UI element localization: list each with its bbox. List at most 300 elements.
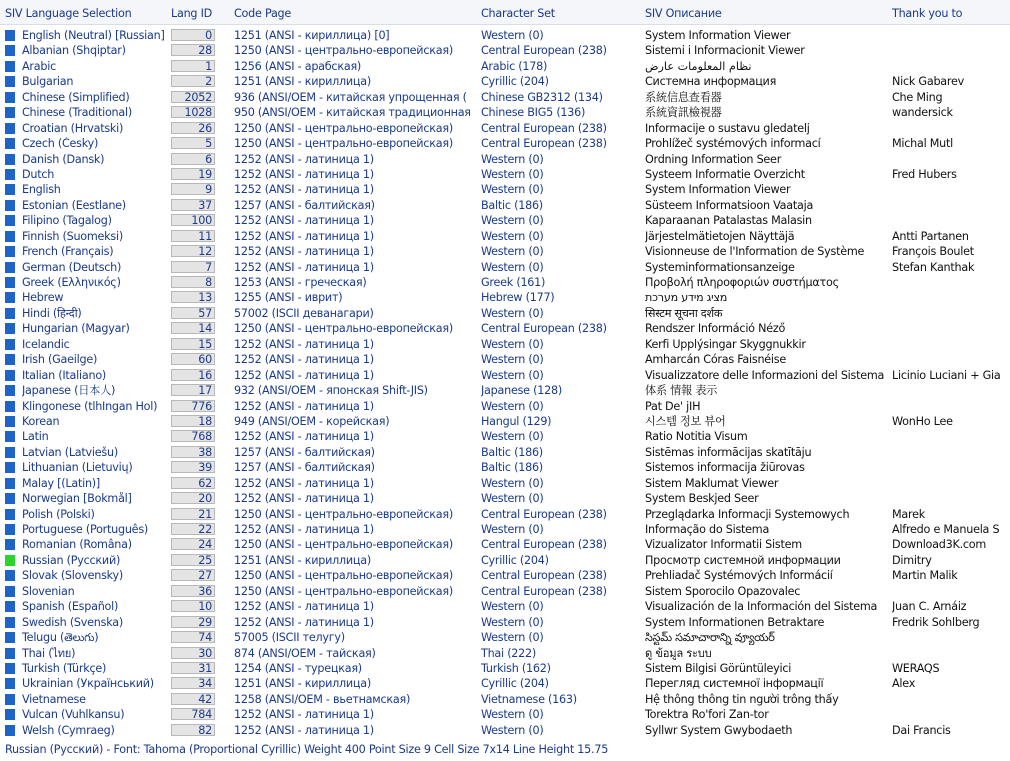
- siv-description: Sistēmas informācijas skatītāju: [645, 445, 812, 459]
- language-row[interactable]: [0, 105, 1010, 120]
- lang-id-field[interactable]: 7: [171, 261, 215, 273]
- language-row[interactable]: [0, 74, 1010, 89]
- language-row[interactable]: [0, 414, 1010, 429]
- character-set: Cyrillic (204): [481, 75, 549, 89]
- language-row[interactable]: [0, 429, 1010, 444]
- code-page: 1251 (ANSI - кириллица): [234, 553, 372, 567]
- code-page: 1252 (ANSI - латиница 1): [234, 430, 374, 444]
- siv-description: Przeglądarka Informacji Systemowych: [645, 507, 850, 521]
- language-row[interactable]: [0, 476, 1010, 491]
- language-row[interactable]: [0, 136, 1010, 151]
- code-page: 1252 (ANSI - латиница 1): [234, 708, 374, 722]
- lang-id-field[interactable]: 17: [171, 384, 215, 396]
- language-flag-icon: [5, 169, 15, 180]
- language-flag-icon: [5, 678, 15, 689]
- language-row[interactable]: [0, 337, 1010, 352]
- character-set: Western (0): [481, 29, 544, 42]
- siv-description: Перегляд системної інформації: [645, 677, 824, 691]
- language-row[interactable]: [0, 383, 1010, 398]
- language-row[interactable]: [0, 198, 1010, 213]
- character-set: Baltic (186): [481, 445, 543, 459]
- lang-id-field[interactable]: 19: [171, 168, 215, 180]
- language-name: Icelandic: [22, 337, 70, 351]
- header-character-set[interactable]: Character Set: [481, 7, 555, 20]
- character-set: Baltic (186): [481, 461, 543, 475]
- column-header-bar: [0, 0, 1010, 25]
- language-name: Slovak (Slovensky): [22, 569, 123, 583]
- code-page: 1257 (ANSI - балтийская): [234, 445, 375, 459]
- lang-id-field[interactable]: 0: [171, 29, 215, 41]
- lang-id-field[interactable]: 13: [171, 291, 215, 303]
- code-page: 1257 (ANSI - балтийская): [234, 461, 375, 475]
- lang-id-field[interactable]: 39: [171, 461, 215, 473]
- language-name: Latvian (Latviešu): [22, 445, 118, 459]
- code-page: 1250 (ANSI - центрально-европейская): [234, 322, 453, 336]
- language-flag-icon: [5, 262, 15, 273]
- language-name: Japanese (日本人): [22, 384, 116, 398]
- language-row[interactable]: [0, 507, 1010, 522]
- language-flag-icon: [5, 401, 15, 412]
- lang-id-field[interactable]: 57: [171, 307, 215, 319]
- siv-description: 系統信息查看器: [645, 90, 722, 104]
- language-name: Latin: [22, 430, 49, 444]
- language-name: Vietnamese: [22, 692, 86, 706]
- language-name: Telugu (తెలుగు): [22, 631, 99, 645]
- language-row[interactable]: [0, 121, 1010, 136]
- lang-id-field[interactable]: 2: [171, 75, 215, 87]
- language-flag-icon: [5, 385, 15, 396]
- character-set: Western (0): [481, 708, 544, 722]
- lang-id-field[interactable]: 784: [171, 708, 215, 720]
- lang-id-field[interactable]: 28: [171, 44, 215, 56]
- header-thanks[interactable]: Thank you to: [892, 7, 963, 20]
- character-set: Central European (238): [481, 44, 607, 58]
- language-row[interactable]: [0, 167, 1010, 182]
- character-set: Central European (238): [481, 507, 607, 521]
- code-page: 1255 (ANSI - иврит): [234, 291, 343, 305]
- lang-id-field[interactable]: 25: [171, 554, 215, 566]
- siv-description: Pat De' jIH: [645, 399, 701, 413]
- language-flag-icon: [5, 694, 15, 705]
- lang-id-field[interactable]: 21: [171, 508, 215, 520]
- language-name: Lithuanian (Lietuvių): [22, 461, 133, 475]
- language-name: Dutch: [22, 167, 55, 181]
- language-name: Ukrainian (Український): [22, 677, 154, 691]
- character-set: Thai (222): [481, 646, 537, 660]
- language-row[interactable]: [0, 213, 1010, 228]
- code-page: 1257 (ANSI - балтийская): [234, 198, 375, 212]
- translator-credit: Licinio Luciani + Gia: [892, 368, 1001, 382]
- language-row[interactable]: [0, 584, 1010, 599]
- lang-id-field[interactable]: 9: [171, 183, 215, 195]
- siv-description: System Informationen Betraktare: [645, 615, 825, 629]
- language-name: Vulcan (Vuhlkansu): [22, 708, 125, 722]
- language-name: Chinese (Simplified): [22, 90, 130, 104]
- code-page: 1252 (ANSI - латиница 1): [234, 353, 374, 367]
- siv-description: Prehliadač Systémových Informácií: [645, 569, 833, 583]
- language-flag-icon: [5, 493, 15, 504]
- lang-id-field[interactable]: 24: [171, 538, 215, 550]
- language-flag-icon: [5, 138, 15, 149]
- lang-id-field[interactable]: 14: [171, 322, 215, 334]
- code-page: 1252 (ANSI - латиница 1): [234, 229, 374, 243]
- language-flag-icon: [5, 524, 15, 535]
- language-row[interactable]: [0, 152, 1010, 167]
- language-name: Greek (Ελληνικός): [22, 276, 121, 289]
- code-page: 1250 (ANSI - центрально-европейская): [234, 507, 453, 521]
- language-name: Welsh (Cymraeg): [22, 723, 115, 737]
- character-set: Western (0): [481, 368, 544, 382]
- lang-id-field[interactable]: 6: [171, 153, 215, 165]
- siv-description: ดู ข้อมูล ระบบ: [645, 646, 712, 660]
- lang-id-field[interactable]: 18: [171, 415, 215, 427]
- character-set: Western (0): [481, 353, 544, 367]
- language-flag-icon: [5, 323, 15, 334]
- lang-id-field[interactable]: 8: [171, 276, 215, 288]
- language-name: Slovenian: [22, 584, 75, 598]
- translator-credit: Nick Gabarev: [892, 75, 965, 89]
- lang-id-field[interactable]: 20: [171, 492, 215, 504]
- language-row[interactable]: [0, 676, 1010, 691]
- language-row[interactable]: [0, 399, 1010, 414]
- translator-credit: Juan C. Arnáiz: [892, 600, 967, 614]
- language-name: Hungarian (Magyar): [22, 322, 130, 336]
- language-name: Romanian (Româna): [22, 538, 132, 552]
- character-set: Arabic (178): [481, 59, 548, 73]
- language-flag-icon: [5, 107, 15, 118]
- language-row[interactable]: [0, 182, 1010, 197]
- header-code-page[interactable]: Code Page: [234, 7, 292, 20]
- language-name: Malay [(Latin)]: [22, 476, 101, 490]
- lang-id-field[interactable]: 100: [171, 214, 215, 226]
- siv-description: Kaparaanan Patalastas Malasin: [645, 214, 812, 228]
- character-set: Chinese GB2312 (134): [481, 90, 603, 104]
- character-set: Hebrew (177): [481, 291, 555, 305]
- language-row[interactable]: [0, 229, 1010, 244]
- character-set: Western (0): [481, 723, 544, 737]
- character-set: Hangul (129): [481, 414, 552, 428]
- code-page: 1252 (ANSI - латиница 1): [234, 152, 374, 166]
- siv-description: सिस्टम सूचना दर्शक: [645, 306, 723, 320]
- lang-id-field[interactable]: 34: [171, 677, 215, 689]
- language-name: Filipino (Tagalog): [22, 214, 112, 228]
- language-row[interactable]: [0, 491, 1010, 506]
- translator-credit: Dai Francis: [892, 723, 951, 737]
- code-page: 949 (ANSI/OEM - корейская): [234, 414, 390, 428]
- language-flag-icon: [5, 215, 15, 226]
- code-page: 874 (ANSI/OEM - тайская): [234, 646, 376, 660]
- lang-id-field[interactable]: 29: [171, 616, 215, 628]
- lang-id-field[interactable]: 2052: [171, 91, 215, 103]
- header-description[interactable]: SIV Описание: [645, 7, 722, 20]
- lang-id-field[interactable]: 38: [171, 446, 215, 458]
- language-row[interactable]: [0, 28, 1010, 43]
- translator-credit: WERAQS: [892, 661, 940, 675]
- language-row[interactable]: [0, 553, 1010, 568]
- language-flag-icon: [5, 184, 15, 195]
- language-name: French (Français): [22, 245, 114, 259]
- character-set: Western (0): [481, 615, 544, 629]
- character-set: Western (0): [481, 523, 544, 536]
- lang-id-field[interactable]: 42: [171, 693, 215, 705]
- translator-credit: Antti Partanen: [892, 229, 969, 243]
- siv-description: Amharcán Córas Faisnéise: [645, 353, 786, 367]
- language-row[interactable]: [0, 522, 1010, 537]
- lang-id-field[interactable]: 60: [171, 353, 215, 365]
- siv-description: System Information Viewer: [645, 183, 791, 197]
- language-flag-icon: [5, 61, 15, 72]
- language-flag-icon: [5, 709, 15, 720]
- siv-description: 시스템 정보 뷰어: [645, 414, 726, 428]
- code-page: 1252 (ANSI - латиница 1): [234, 245, 374, 259]
- siv-description: Visualización de la Información del Sistema: [645, 600, 878, 614]
- lang-id-field[interactable]: 768: [171, 430, 215, 442]
- character-set: Central European (238): [481, 322, 607, 336]
- header-lang-id[interactable]: Lang ID: [171, 7, 213, 20]
- code-page: 1252 (ANSI - латиница 1): [234, 183, 374, 197]
- character-set: Western (0): [481, 214, 544, 228]
- language-row[interactable]: [0, 306, 1010, 321]
- language-flag-icon: [5, 92, 15, 103]
- language-row[interactable]: [0, 90, 1010, 105]
- language-row[interactable]: [0, 630, 1010, 645]
- language-row[interactable]: [0, 290, 1010, 305]
- language-name: Albanian (Shqiptar): [22, 44, 126, 58]
- language-name: Irish (Gaeilge): [22, 353, 98, 367]
- language-name: Hindi (हिन्दी): [22, 306, 82, 320]
- siv-description: Sistemos informacija žiūrovas: [645, 461, 805, 475]
- language-flag-icon: [5, 447, 15, 458]
- language-flag-icon: [5, 570, 15, 581]
- language-name: German (Deutsch): [22, 260, 122, 274]
- language-row[interactable]: [0, 59, 1010, 74]
- translator-credit: Stefan Kanthak: [892, 260, 975, 274]
- code-page: 1252 (ANSI - латиница 1): [234, 492, 374, 506]
- language-flag-icon: [5, 431, 15, 442]
- language-name: Spanish (Español): [22, 600, 119, 614]
- translator-credit: Fred Hubers: [892, 167, 957, 181]
- language-flag-icon: [5, 354, 15, 365]
- siv-description: Системна информация: [645, 75, 777, 89]
- lang-id-field[interactable]: 30: [171, 647, 215, 659]
- lang-id-field[interactable]: 16: [171, 369, 215, 381]
- language-flag-icon: [5, 370, 15, 381]
- language-row[interactable]: [0, 723, 1010, 738]
- siv-description: Kerfi Upplýsingar Skyggnukkir: [645, 337, 806, 351]
- language-row[interactable]: [0, 321, 1010, 336]
- translator-credit: Michal Mutl: [892, 137, 954, 151]
- character-set: Central European (238): [481, 538, 607, 552]
- language-flag-icon: [5, 539, 15, 550]
- language-row[interactable]: [0, 460, 1010, 475]
- lang-id-field[interactable]: 1: [171, 60, 215, 72]
- character-set: Central European (238): [481, 137, 607, 151]
- language-flag-icon: [5, 30, 15, 41]
- translator-credit: Alex: [892, 677, 916, 691]
- siv-description: 体系 情報 表示: [645, 384, 718, 398]
- language-row[interactable]: [0, 352, 1010, 367]
- code-page: 57002 (ISCII деванагари): [234, 306, 374, 320]
- character-set: Central European (238): [481, 121, 607, 135]
- language-row[interactable]: [0, 537, 1010, 552]
- language-flag-icon: [5, 478, 15, 489]
- code-page: 1252 (ANSI - латиница 1): [234, 615, 374, 629]
- language-name: Chinese (Traditional): [22, 106, 132, 120]
- character-set: Western (0): [481, 631, 544, 645]
- language-row[interactable]: [0, 275, 1010, 290]
- language-name: Turkish (Türkçe): [22, 661, 107, 675]
- header-language[interactable]: SIV Language Selection: [5, 7, 132, 20]
- language-flag-icon: [5, 632, 15, 643]
- language-name: English: [22, 183, 61, 197]
- siv-description: 系統資訊檢視器: [645, 106, 722, 120]
- language-name: Norwegian [Bokmål]: [22, 492, 132, 506]
- language-name: Swedish (Svenska): [22, 615, 123, 629]
- code-page: 1250 (ANSI - центрально-европейская): [234, 137, 453, 151]
- translator-credit: Fredrik Sohlberg: [892, 615, 980, 629]
- siv-description: Systeminformationsanzeige: [645, 260, 795, 274]
- lang-id-field[interactable]: 776: [171, 400, 215, 412]
- character-set: Western (0): [481, 430, 544, 444]
- language-name: Danish (Dansk): [22, 152, 105, 166]
- code-page: 1250 (ANSI - центрально-европейская): [234, 569, 453, 583]
- character-set: Cyrillic (204): [481, 677, 549, 691]
- lang-id-field[interactable]: 1028: [171, 106, 215, 118]
- siv-description: Prohlížeč systémových informací: [645, 137, 821, 151]
- code-page: 1252 (ANSI - латиница 1): [234, 523, 374, 536]
- lang-id-field[interactable]: 12: [171, 245, 215, 257]
- translator-credit: Martin Malik: [892, 569, 958, 583]
- code-page: 932 (ANSI/OEM - японская Shift-JIS): [234, 384, 428, 398]
- translator-credit: Download3K.com: [892, 538, 987, 552]
- siv-description: Rendszer Információ Néző: [645, 322, 786, 336]
- language-flag-icon: [5, 246, 15, 257]
- language-row[interactable]: [0, 445, 1010, 460]
- language-name: Thai (ไทย): [22, 646, 76, 660]
- language-name: Bulgarian: [22, 75, 74, 89]
- code-page: 1252 (ANSI - латиница 1): [234, 167, 374, 181]
- language-row[interactable]: [0, 568, 1010, 583]
- language-flag-icon: [5, 200, 15, 211]
- lang-id-field[interactable]: 36: [171, 585, 215, 597]
- language-flag-icon: [5, 231, 15, 242]
- code-page: 1250 (ANSI - центрально-европейская): [234, 121, 453, 135]
- character-set: Baltic (186): [481, 198, 543, 212]
- language-row[interactable]: [0, 707, 1010, 722]
- character-set: Cyrillic (204): [481, 553, 549, 567]
- siv-description: Vizualizator Informatii Sistem: [645, 538, 802, 552]
- language-name: Russian (Русский): [22, 553, 121, 567]
- language-row[interactable]: [0, 599, 1010, 614]
- language-flag-icon: [5, 617, 15, 628]
- siv-description: సిస్టమ్ సమాచారాన్ని వ్యూయర్: [645, 631, 775, 645]
- language-row[interactable]: [0, 260, 1010, 275]
- character-set: Western (0): [481, 152, 544, 166]
- language-flag-icon: [5, 76, 15, 87]
- lang-id-field[interactable]: 82: [171, 724, 215, 736]
- language-row[interactable]: [0, 43, 1010, 58]
- character-set: Western (0): [481, 337, 544, 351]
- translator-credit: Dimitry: [892, 553, 932, 567]
- language-flag-icon: [5, 292, 15, 303]
- code-page: 1250 (ANSI - центрально-европейская): [234, 584, 453, 598]
- code-page: 1252 (ANSI - латиница 1): [234, 368, 374, 382]
- language-flag-icon: [5, 45, 15, 56]
- code-page: 936 (ANSI/OEM - китайская упрощенная (: [234, 90, 467, 104]
- lang-id-field[interactable]: 26: [171, 122, 215, 134]
- translator-credit: Marek: [892, 507, 925, 521]
- character-set: Turkish (162): [481, 661, 551, 675]
- siv-description: Järjestelmätietojen Näyttäjä: [645, 229, 795, 243]
- lang-id-field[interactable]: 15: [171, 338, 215, 350]
- siv-description: Προβολή πληροφοριών συστήματος: [645, 276, 839, 289]
- character-set: Central European (238): [481, 569, 607, 583]
- language-name: Arabic: [22, 59, 56, 73]
- language-name: Italian (Italiano): [22, 368, 107, 382]
- code-page: 57005 (ISCII телугу): [234, 631, 345, 645]
- character-set: Western (0): [481, 167, 544, 181]
- lang-id-field[interactable]: 22: [171, 523, 215, 535]
- lang-id-field[interactable]: 62: [171, 477, 215, 489]
- siv-description: System Information Viewer: [645, 29, 791, 42]
- siv-description: نظام المعلومات عارض: [645, 59, 752, 73]
- language-flag-icon: [5, 277, 15, 288]
- lang-id-field[interactable]: 11: [171, 230, 215, 242]
- language-flag-icon: [5, 416, 15, 427]
- code-page: 1254 (ANSI - турецкая): [234, 661, 362, 675]
- character-set: Western (0): [481, 229, 544, 243]
- code-page: 1250 (ANSI - центрально-европейская): [234, 538, 453, 552]
- character-set: Central European (238): [481, 584, 607, 598]
- lang-id-field[interactable]: 5: [171, 137, 215, 149]
- language-row[interactable]: [0, 661, 1010, 676]
- code-page: 1258 (ANSI/OEM - вьетнамская): [234, 692, 411, 706]
- code-page: 1251 (ANSI - кириллица): [234, 677, 372, 691]
- siv-description: Systeem Informatie Overzicht: [645, 167, 805, 181]
- character-set: Western (0): [481, 600, 544, 614]
- siv-description: System Beskjed Seer: [645, 492, 759, 506]
- code-page: 1252 (ANSI - латиница 1): [234, 399, 374, 413]
- language-row[interactable]: [0, 368, 1010, 383]
- language-name: Korean: [22, 414, 60, 428]
- lang-id-field[interactable]: 27: [171, 569, 215, 581]
- code-page: 1252 (ANSI - латиница 1): [234, 723, 374, 737]
- lang-id-field[interactable]: 31: [171, 662, 215, 674]
- language-flag-icon: [5, 648, 15, 659]
- language-row[interactable]: [0, 244, 1010, 259]
- lang-id-field[interactable]: 10: [171, 600, 215, 612]
- lang-id-field[interactable]: 37: [171, 199, 215, 211]
- character-set: Vietnamese (163): [481, 692, 577, 706]
- lang-id-field[interactable]: 74: [171, 631, 215, 643]
- language-row[interactable]: [0, 692, 1010, 707]
- character-set: Western (0): [481, 476, 544, 490]
- translator-credit: WonHo Lee: [892, 414, 953, 428]
- translator-credit: Alfredo e Manuela S: [892, 523, 1000, 536]
- language-flag-icon: [5, 123, 15, 134]
- character-set: Greek (161): [481, 276, 546, 289]
- code-page: 1253 (ANSI - греческая): [234, 276, 367, 289]
- language-list: [0, 28, 1010, 738]
- siv-description: Просмотр системной информации: [645, 553, 841, 567]
- character-set: Western (0): [481, 245, 544, 259]
- code-page: 1252 (ANSI - латиница 1): [234, 337, 374, 351]
- translator-credit: wandersick: [892, 106, 953, 120]
- language-row[interactable]: [0, 615, 1010, 630]
- language-flag-icon: [5, 586, 15, 597]
- language-row[interactable]: [0, 646, 1010, 661]
- code-page: 1251 (ANSI - кириллица): [234, 75, 372, 89]
